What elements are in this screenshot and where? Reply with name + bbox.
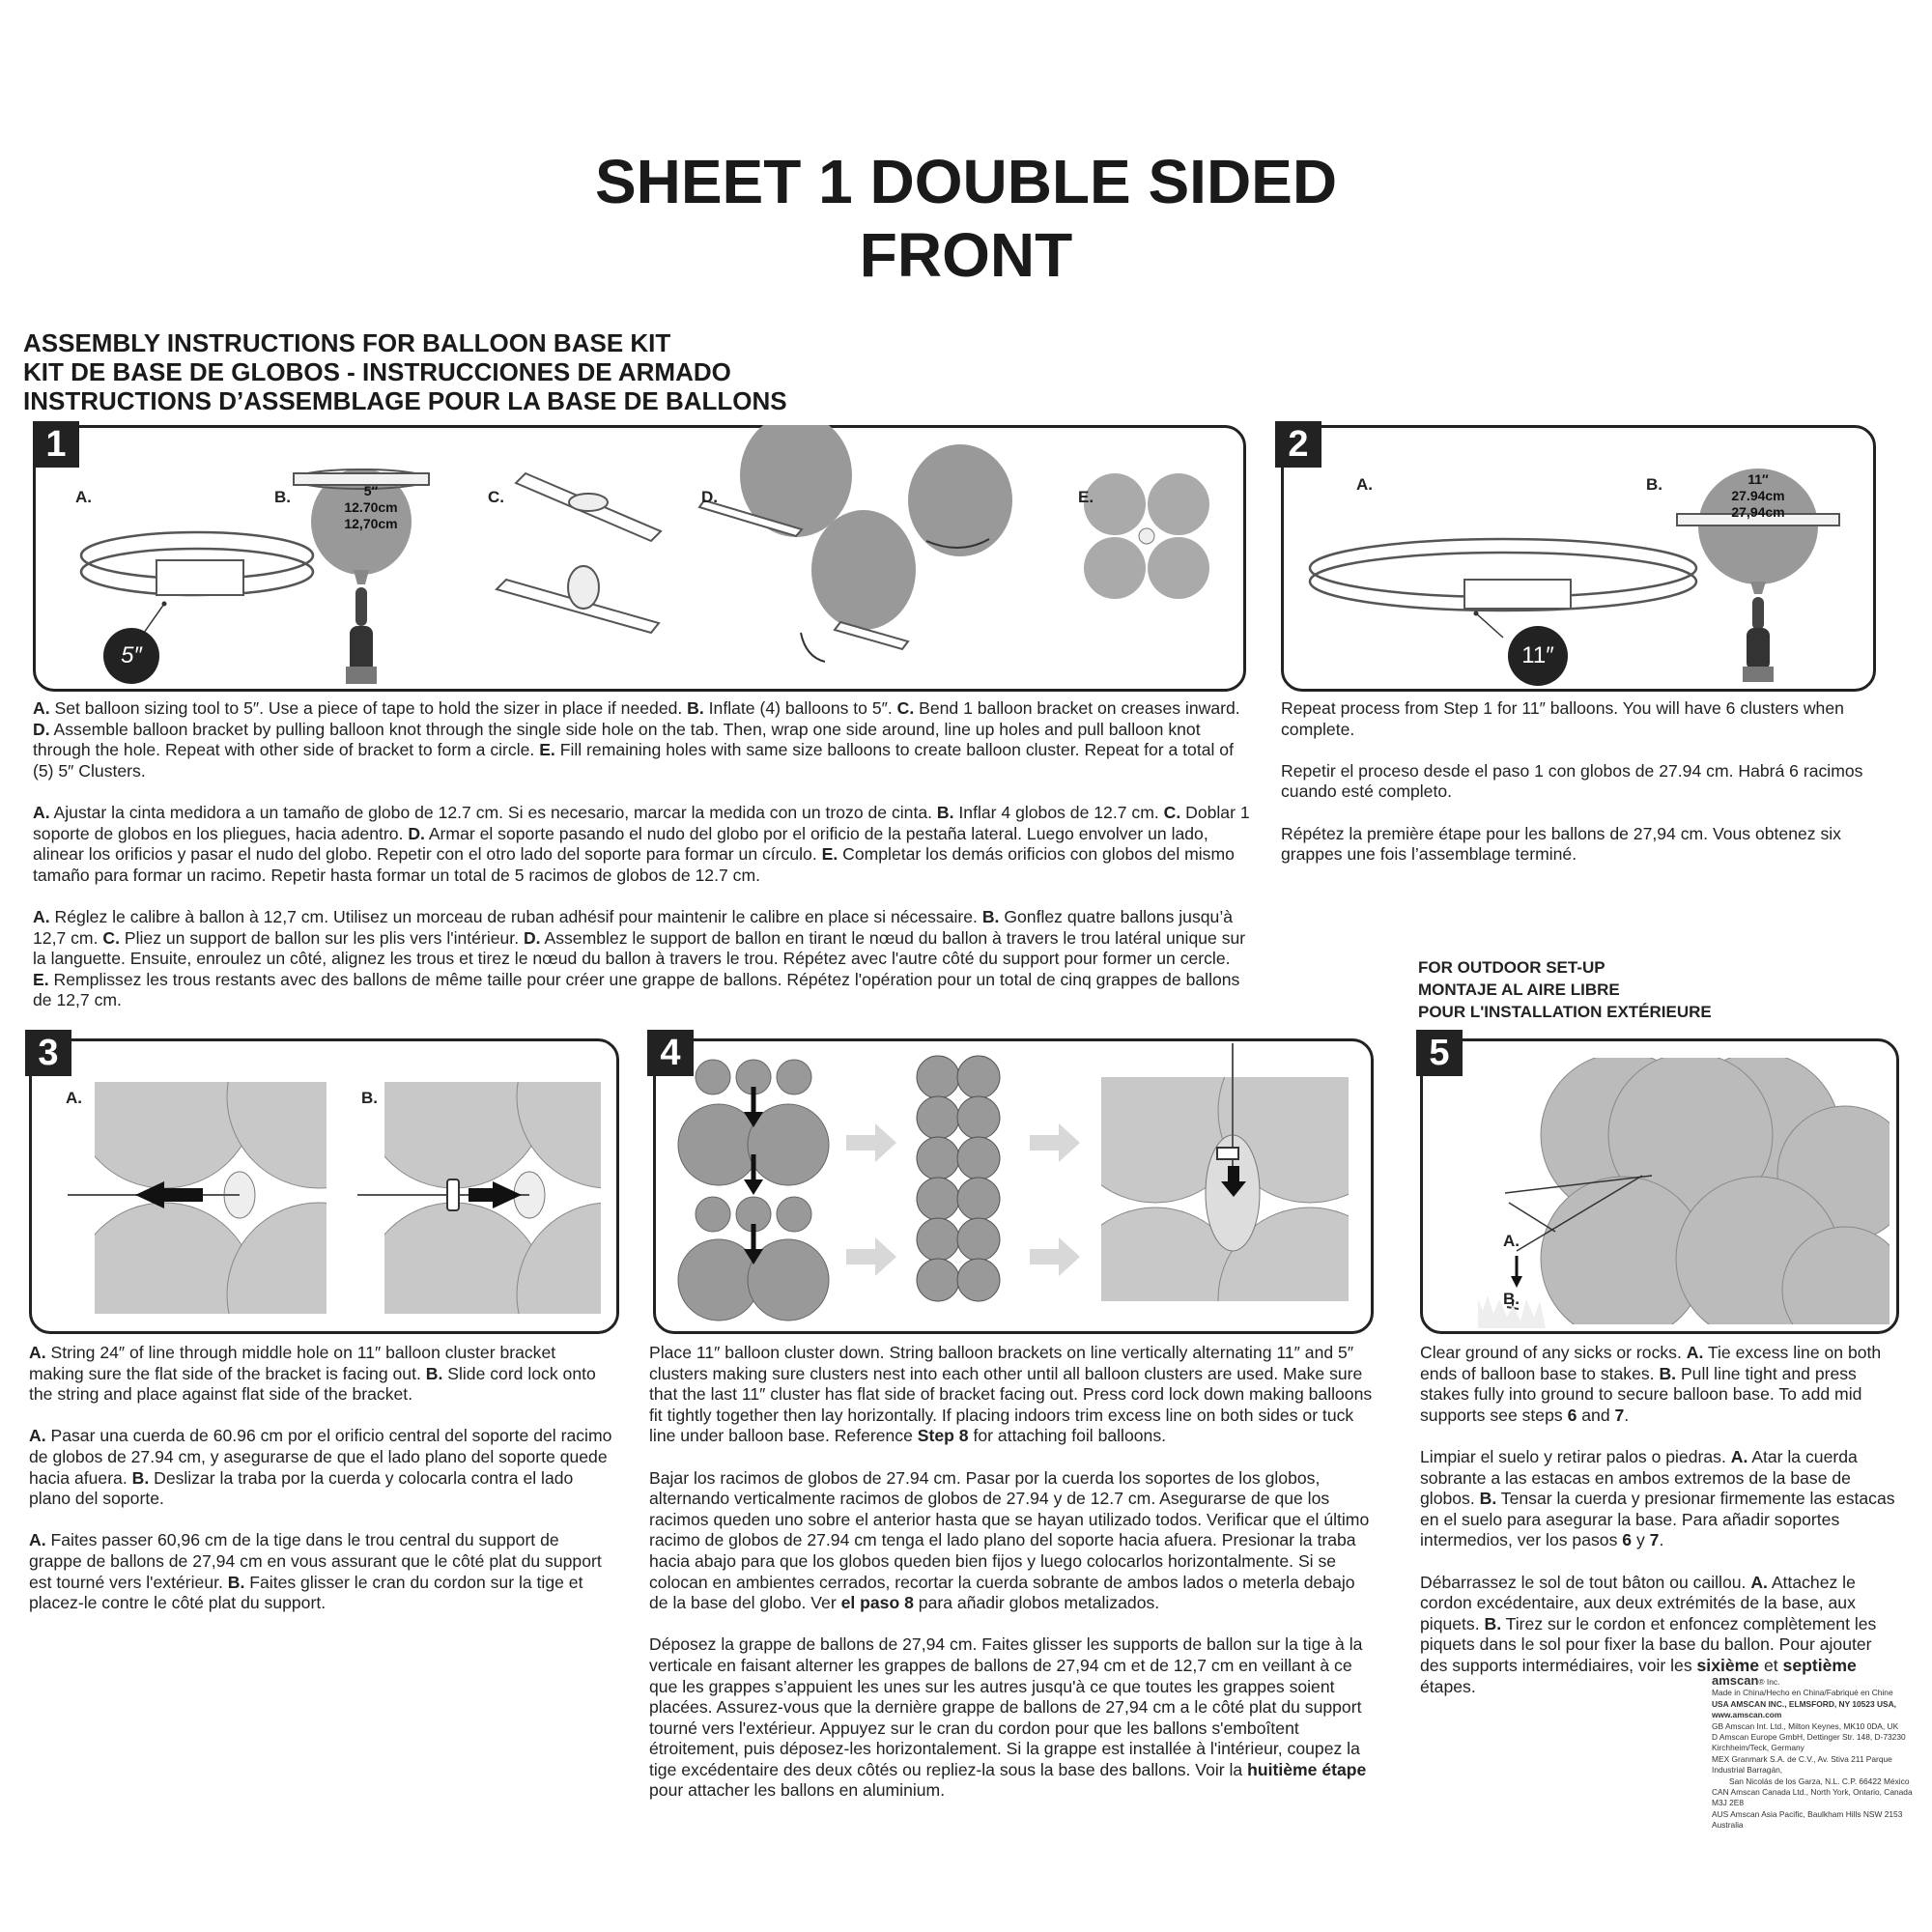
- step5-number: 5: [1416, 1030, 1463, 1076]
- step4-text-es: Bajar los racimos de globos de 27.94 cm. Pasar por la cuerda los soportes de los globos, alternando verticalmente racimos de globos de 27.94 y de 12.7 cm. Asegurarse de que los racimos queden uno sobre el anterior hasta que se hayan utilizado todos. Verificar que el último racimo de globos de 27.94 cm tenga el lado plano del soporte hacia afuera. Presionar la traba hacia abajo para que los globos queden bien fijos y luego colocarlos horizontalmente. Si se colocan en ambientes cerrados, recortar la cuerda sobrante de ambos lados o meterla debajo de la base del globo. Ver el paso 8 para añadir globos metalizados.: [649, 1467, 1370, 1613]
- step5-text-es: Limpiar el suelo y retirar palos o piedras. A. Atar la cuerda sobrante a las estacas en ambos extremos de la base de globos. B. Tensar la cuerda y presionar firmemente las estacas en el suelo para asegurar la base. Para añadir soportes intermedios, ver los pasos 6 y 7.: [1420, 1446, 1895, 1550]
- step1-text-fr: A. Réglez le calibre à ballon à 12,7 cm. Utilisez un morceau de ruban adhésif pour maintenir le calibre en place si nécessaire. B. Gonflez quatre ballons jusqu’à 12,7 cm. C. Pliez un support de ballon sur les plis vers l'intérieur. D. Assemblez le support de ballon en tirant le nœud du ballon à travers le trou latéral unique sur la languette. Ensuite, enroulez un côté, alignez les trous et tirez le nœud du ballon à travers le trou. Répétez avec l'autre côté du support pour former un cercle. E. Remplissez les trous restants avec des ballons de même taille pour créer une grappe de ballons. Répétez l'opération pour un total de cinq grappes de ballons de 12,7 cm.: [33, 906, 1246, 1010]
- bold-text: B.: [425, 1363, 443, 1383]
- step3-label-b: B.: [361, 1089, 378, 1107]
- bracket-icon: [497, 473, 661, 633]
- bold-text: D.: [523, 927, 541, 948]
- step2-text-es: Repetir el proceso desde el paso 1 con globos de 27.94 cm. Habrá 6 racimos cuando esté completo.: [1281, 760, 1863, 802]
- bold-text: el paso 8: [840, 1593, 914, 1613]
- step3-text-es: A. Pasar una cuerda de 60.96 cm por el orificio central del soporte del racimo de globos de 27.94 cm, y asegurarse de que el lado plano del soporte quede hacia afuera. B. Deslizar la traba por la cuerda y colocarla contra el lado plano del soporte.: [29, 1426, 612, 1509]
- bold-text: 7: [1614, 1405, 1625, 1425]
- step3-text-en: A. String 24″ of line through middle hole on 11″ balloon cluster bracket making sure the flat side of the bracket is facing out. B. Slide cord lock onto the string and place against flat side of the bracket.: [29, 1343, 596, 1405]
- step3-number: 3: [25, 1030, 71, 1076]
- section-title-fr: INSTRUCTIONS D’ASSEMBLAGE POUR LA BASE DE BALLONS: [23, 386, 787, 415]
- footer-line: CAN Amscan Canada Ltd., North York, Ontario, Canada M3J 2E8: [1712, 1787, 1913, 1808]
- bold-text: huitième étape: [1247, 1759, 1367, 1779]
- balloon-size-label: [332, 483, 410, 532]
- bold-text: B.: [1659, 1363, 1677, 1383]
- bold-text: B.: [227, 1572, 245, 1592]
- step2-text-fr: Répétez la première étape pour les ballons de 27,94 cm. Vous obtenez six grappes une fois l’assemblage terminé.: [1281, 823, 1841, 865]
- bold-text: 7: [1649, 1530, 1660, 1550]
- step1-text-es: A. Ajustar la cinta medidora a un tamaño de globo de 12.7 cm. Si es necesario, marcar la medida con un trozo de cinta. B. Inflar 4 globos de 12.7 cm. C. Doblar 1 soporte de globos en los pliegues, hacia adentro. D. Armar el soporte pasando el nudo del globo por el orificio de la pestaña lateral. Luego envolver un lado, alinear los orificios y pasar el nudo del globo. Repetir con el otro lado del soporte para formar un círculo. E. Completar los demás orificios con globos del mismo tamaño para formar un racimo. Repetir hasta formar un total de 5 racimos de globos de 12.7 cm.: [33, 802, 1250, 885]
- step5-label-b: B.: [1503, 1290, 1520, 1308]
- footer-line: Made in China/Hecho en China/Fabriqué en Chine: [1712, 1688, 1893, 1698]
- bold-text: sixième: [1696, 1655, 1760, 1675]
- balloon-size-large-label: [1712, 471, 1804, 521]
- bold-text: A.: [29, 1343, 46, 1362]
- bold-text: B.: [936, 802, 954, 822]
- footer-line: GB Amscan Int. Ltd., Milton Keynes, MK10 0DA, UK: [1712, 1720, 1899, 1731]
- step2-text: [1281, 698, 1870, 886]
- footer-line: USA AMSCAN INC., ELMSFORD, NY 10523 USA, www.amscan.com: [1712, 1698, 1896, 1720]
- bold-text: Step 8: [917, 1426, 969, 1446]
- bold-text: B.: [981, 906, 1000, 926]
- balloon-cluster-icon: [1084, 473, 1209, 599]
- cluster-closeup-b: [338, 1038, 613, 1328]
- page-title-line2: FRONT: [859, 220, 1073, 290]
- step3-illustration: [29, 1038, 613, 1328]
- manufacturer-info: [1712, 1675, 1924, 1832]
- step3-label-a: A.: [66, 1089, 82, 1107]
- outdoor-heading-en: FOR OUTDOOR SET-UP: [1418, 958, 1605, 977]
- outdoor-heading-fr: POUR L'INSTALLATION EXTÉRIEURE: [1418, 1003, 1712, 1021]
- step4-text: [649, 1343, 1374, 1823]
- balloon-size-large-cm1: 27.94cm: [1731, 488, 1785, 503]
- bold-text: septième: [1782, 1655, 1857, 1675]
- balloon-column: [917, 1056, 1000, 1301]
- step4-number: 4: [647, 1030, 694, 1076]
- bold-text: B.: [1479, 1489, 1497, 1509]
- step5-label-a: A.: [1503, 1232, 1520, 1250]
- bold-text: D.: [33, 719, 50, 739]
- sizer-ring-large-icon: [1310, 539, 1696, 638]
- bold-text: A.: [29, 1426, 46, 1446]
- step1-text-en: A. Set balloon sizing tool to 5″. Use a piece of tape to hold the sizer in place if needed. B. Inflate (4) balloons to 5″. C. Bend 1 balloon bracket on creases inward. D. Assemble balloon bracket by pulling balloon knot through the single side hole on the tab. Then, wrap one side around, line up holes and pull balloon knot through the hole. Repeat with other side of bracket to form a circle. E. Fill remaining holes with same size balloons to create balloon cluster. Repeat for a total of (5) 5″ Clusters.: [33, 698, 1240, 781]
- bold-text: 6: [1567, 1405, 1577, 1425]
- bold-text: B.: [131, 1467, 150, 1488]
- bold-text: A.: [1686, 1343, 1704, 1362]
- bold-text: C.: [1163, 802, 1181, 822]
- step3-text-fr: A. Faites passer 60,96 cm de la tige dans le trou central du support de grappe de ballons de 27,94 cm en vous assurant que le côté plat du support est tourné vers l'extérieur. B. Faites glisser le cran du cordon sur la tige et placez-le contre le côté plat du support.: [29, 1530, 602, 1613]
- section-title: [23, 328, 787, 415]
- bold-text: A.: [1750, 1572, 1768, 1592]
- footer-line: MEX Granmark S.A. de C.V., Av. Stiva 211 Parque Industrial Barragán,: [1712, 1753, 1892, 1776]
- step3-text: [29, 1343, 613, 1634]
- bold-text: E.: [821, 844, 838, 865]
- footer-line: San Nicolás de los Garza, N.L. C.P. 66422 México: [1729, 1776, 1910, 1786]
- balloon-size-large-in: 11″: [1747, 471, 1769, 487]
- step5-text-fr: Débarrassez le sol de tout bâton ou caillou. A. Attachez le cordon excédentaire, aux deux extrémités de la base, aux piquets. B. Tirez sur le cordon et enfoncez complètement les piquets dans le sol pour fixer la base du ballon. Pour ajouter des supports intermédiaires, voir les sixième et septième étapes.: [1420, 1572, 1877, 1696]
- sizer-ring-icon: [81, 532, 313, 633]
- cluster-closeup-a: [48, 1038, 411, 1328]
- footer-line: AUS Amscan Asia Pacific, Baulkham Hills NSW 2153 Australia: [1712, 1808, 1903, 1831]
- sizer-badge-11: [1508, 626, 1568, 686]
- section-title-es: KIT DE BASE DE GLOBOS - INSTRUCCIONES DE ARMADO: [23, 357, 731, 386]
- step2-illustration: [1281, 425, 1870, 686]
- bold-text: 6: [1622, 1530, 1633, 1550]
- step1-label-a: A.: [75, 488, 92, 506]
- bold-text: B.: [1484, 1613, 1502, 1634]
- step2-number: 2: [1275, 421, 1321, 468]
- cord-lock-closeup: [1064, 1038, 1368, 1328]
- outdoor-balloon-base: [1541, 1053, 1893, 1328]
- step5-illustration: [1420, 1038, 1893, 1328]
- step1-label-c: C.: [488, 488, 504, 506]
- step5-text-en: Clear ground of any sicks or rocks. A. Tie excess line on both ends of balloon base to stakes. B. Pull line tight and press stakes fully into ground to secure balloon base. To add mid supports see steps 6 and 7.: [1420, 1343, 1882, 1425]
- step1-number: 1: [33, 421, 79, 468]
- balloon-size-cm2: 12,70cm: [344, 516, 398, 531]
- step5-text: [1420, 1343, 1903, 1719]
- balloon-size-in: 5″: [363, 483, 379, 498]
- bold-text: A.: [29, 1530, 46, 1550]
- bold-text: C.: [896, 698, 915, 718]
- step2-label-b: B.: [1646, 475, 1662, 494]
- footer-line: D Amscan Europe GmbH, Dettinger Str. 148, D-73230 Kirchheim/Teck, Germany: [1712, 1732, 1906, 1753]
- step1-label-e: E.: [1078, 488, 1094, 506]
- sizer-badge-11-text: 11″: [1521, 642, 1554, 668]
- outdoor-heading-es: MONTAJE AL AIRE LIBRE: [1418, 980, 1620, 999]
- brand-name: amscan: [1712, 1673, 1759, 1688]
- step2-text-en: Repeat process from Step 1 for 11″ balloons. You will have 6 clusters when complete.: [1281, 698, 1844, 739]
- step1-illustration: [33, 425, 1240, 686]
- balloon-size-large-cm2: 27,94cm: [1731, 504, 1785, 520]
- bold-text: D.: [408, 823, 425, 843]
- step4-text-en: Place 11″ balloon cluster down. String balloon brackets on line vertically alternating 11″ and 5″ clusters making sure clusters nest into each other until all balloon clusters are used. Make sure that the last 11″ cluster has flat side of bracket facing out. Press cord lock down making balloons fit tightly together then lay horizontally. If placing indoors trim excess line on both sides or tuck line under balloon base. Reference Step 8 for attaching foil balloons.: [649, 1343, 1373, 1446]
- bracket-assembly-icon: [699, 425, 1012, 662]
- balloon-size-cm1: 12.70cm: [344, 499, 398, 515]
- bold-text: A.: [33, 802, 50, 822]
- down-arrow-icon: [1511, 1256, 1522, 1288]
- bold-text: A.: [1730, 1446, 1748, 1466]
- step4-text-fr: Déposez la grappe de ballons de 27,94 cm. Faites glisser les supports de ballon sur la tige à la verticale en faisant alterner les grappes de ballons de 27,94 cm et de 12,7 cm en veillant à ce que les grappes s’appuient les unes sur les autres jusqu'à ce que toutes les grappes soient placées. Assurez-vous que la dernière grappe de ballons de 27,94 cm a le côté plat du support tourné vers l'extérieur. Appuyez sur le cran du cordon pour que les ballons s'emboîtent étroitement, puis déposez-les horizontalement. Si la grappe est installée à l'intérieur, coupez la tige excédentaire des deux côtés ou repliez-la sous la base des ballons. Voir la huitième étape pour attacher les ballons en aluminium.: [649, 1634, 1367, 1801]
- bold-text: E.: [33, 969, 49, 989]
- step1-text: [33, 698, 1250, 1033]
- page-title: [0, 145, 1932, 292]
- page-title-line1: SHEET 1 DOUBLE SIDED: [594, 147, 1338, 216]
- bold-text: A.: [33, 906, 50, 926]
- step2-label-a: A.: [1356, 475, 1373, 494]
- down-arrow-icon: [744, 1087, 763, 1264]
- sizer-badge-5: [103, 628, 159, 684]
- outdoor-heading: [1418, 956, 1712, 1023]
- bold-text: E.: [539, 740, 555, 760]
- bold-text: C.: [102, 927, 120, 948]
- brand-suffix: ® Inc.: [1758, 1677, 1780, 1687]
- section-title-en: ASSEMBLY INSTRUCTIONS FOR BALLOON BASE KIT: [23, 328, 671, 357]
- step1-label-b: B.: [274, 488, 291, 506]
- bold-text: B.: [687, 698, 704, 718]
- step4-illustration: [653, 1038, 1368, 1328]
- sizer-badge-5-text: 5″: [121, 642, 142, 668]
- step1-label-d: D.: [701, 488, 718, 506]
- bold-text: A.: [33, 698, 50, 718]
